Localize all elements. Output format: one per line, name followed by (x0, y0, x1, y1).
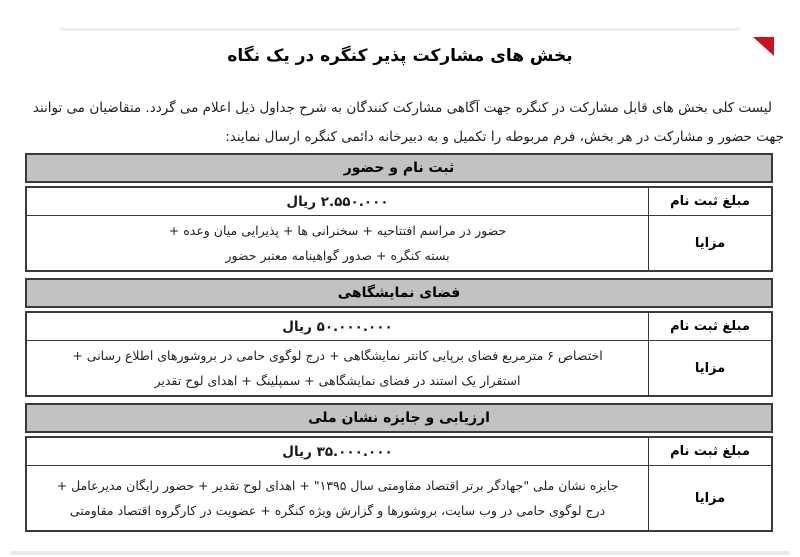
benefits-label-cell: مزایا (648, 216, 771, 270)
benefits-line-1: حضور در مراسم افتتاحیه + سخنرانی ها + پذیرایی میان وعده + (168, 223, 507, 238)
benefits-line-2: بسته کنگره + صدور گواهینامه معتبر حضور (225, 248, 450, 263)
benefits-value-cell (27, 216, 648, 270)
scan-artifact-top (60, 28, 740, 31)
fee-value-cell: ۳۵.۰۰۰.۰۰۰ ریال (282, 443, 393, 460)
fee-label-cell: مبلغ ثبت نام (648, 438, 771, 465)
benefits-value-cell (27, 341, 648, 395)
intro-line-2: جهت حضور و مشارکت در هر بخش، فرم مربوطه را تکمیل و به دبیرخانه دائمی کنگره ارسال نمایند: (225, 129, 784, 145)
benefits-line-2: درج لوگوی حامی در وب سایت، بروشورها و گزارش ویژه کنگره + عضویت در کارگروه اقتصاد مقاومتی (69, 503, 606, 518)
table-header: ثبت نام و حضور (25, 153, 773, 183)
scan-artifact-bottom (10, 551, 790, 555)
table-row-benefits (27, 466, 771, 530)
table-row-fee (27, 188, 771, 216)
benefits-line-2: استقرار یک استند در فضای نمایشگاهی + سمپلینگ + اهدای لوح تقدیر (154, 373, 521, 388)
table-header: ارزیابی و جایزه نشان ملی (25, 403, 773, 433)
table-row-benefits (27, 341, 771, 395)
table-row-fee (27, 438, 771, 466)
table-body (25, 311, 773, 397)
benefits-label-cell: مزایا (648, 341, 771, 395)
page-title: بخش های مشارکت پذیر کنگره در یک نگاه (227, 46, 573, 66)
intro-line-1: لیست کلی بخش های قابل مشارکت در کنگره جهت آگاهی مشارکت کنندگان به شرح جداول ذیل اعلام می گردد. متقاضیان می توانند (32, 100, 772, 116)
benefits-line-1: جایزه نشان ملی "جهادگر برتر اقتصاد مقاومتی سال ۱۳۹۵" + اهدای لوح تقدیر + حضور رایگان مدیرعامل + (56, 478, 619, 493)
fee-label-cell: مبلغ ثبت نام (648, 188, 771, 215)
table-row-benefits (27, 216, 771, 270)
table-header: فضای نمایشگاهی (25, 278, 773, 308)
benefits-line-1: اختصاص ۶ مترمربع فضای برپایی کانتر نمایشگاهی + درج لوگوی حامی در بروشورهای اطلاع رسانی + (72, 348, 603, 363)
table-row-fee (27, 313, 771, 341)
benefits-value-cell (27, 466, 648, 530)
table-body (25, 436, 773, 532)
intro-paragraph (16, 94, 784, 152)
table-body (25, 186, 773, 272)
fee-label-cell: مبلغ ثبت نام (648, 313, 771, 340)
fee-value-cell: ۲.۵۵۰.۰۰۰ ریال (286, 193, 389, 210)
table-national-badge-award (25, 403, 773, 532)
fee-value-cell: ۵۰.۰۰۰.۰۰۰ ریال (282, 318, 393, 335)
benefits-label-cell: مزایا (648, 466, 771, 530)
table-registration-attendance (25, 153, 773, 272)
table-exhibition-space (25, 278, 773, 397)
